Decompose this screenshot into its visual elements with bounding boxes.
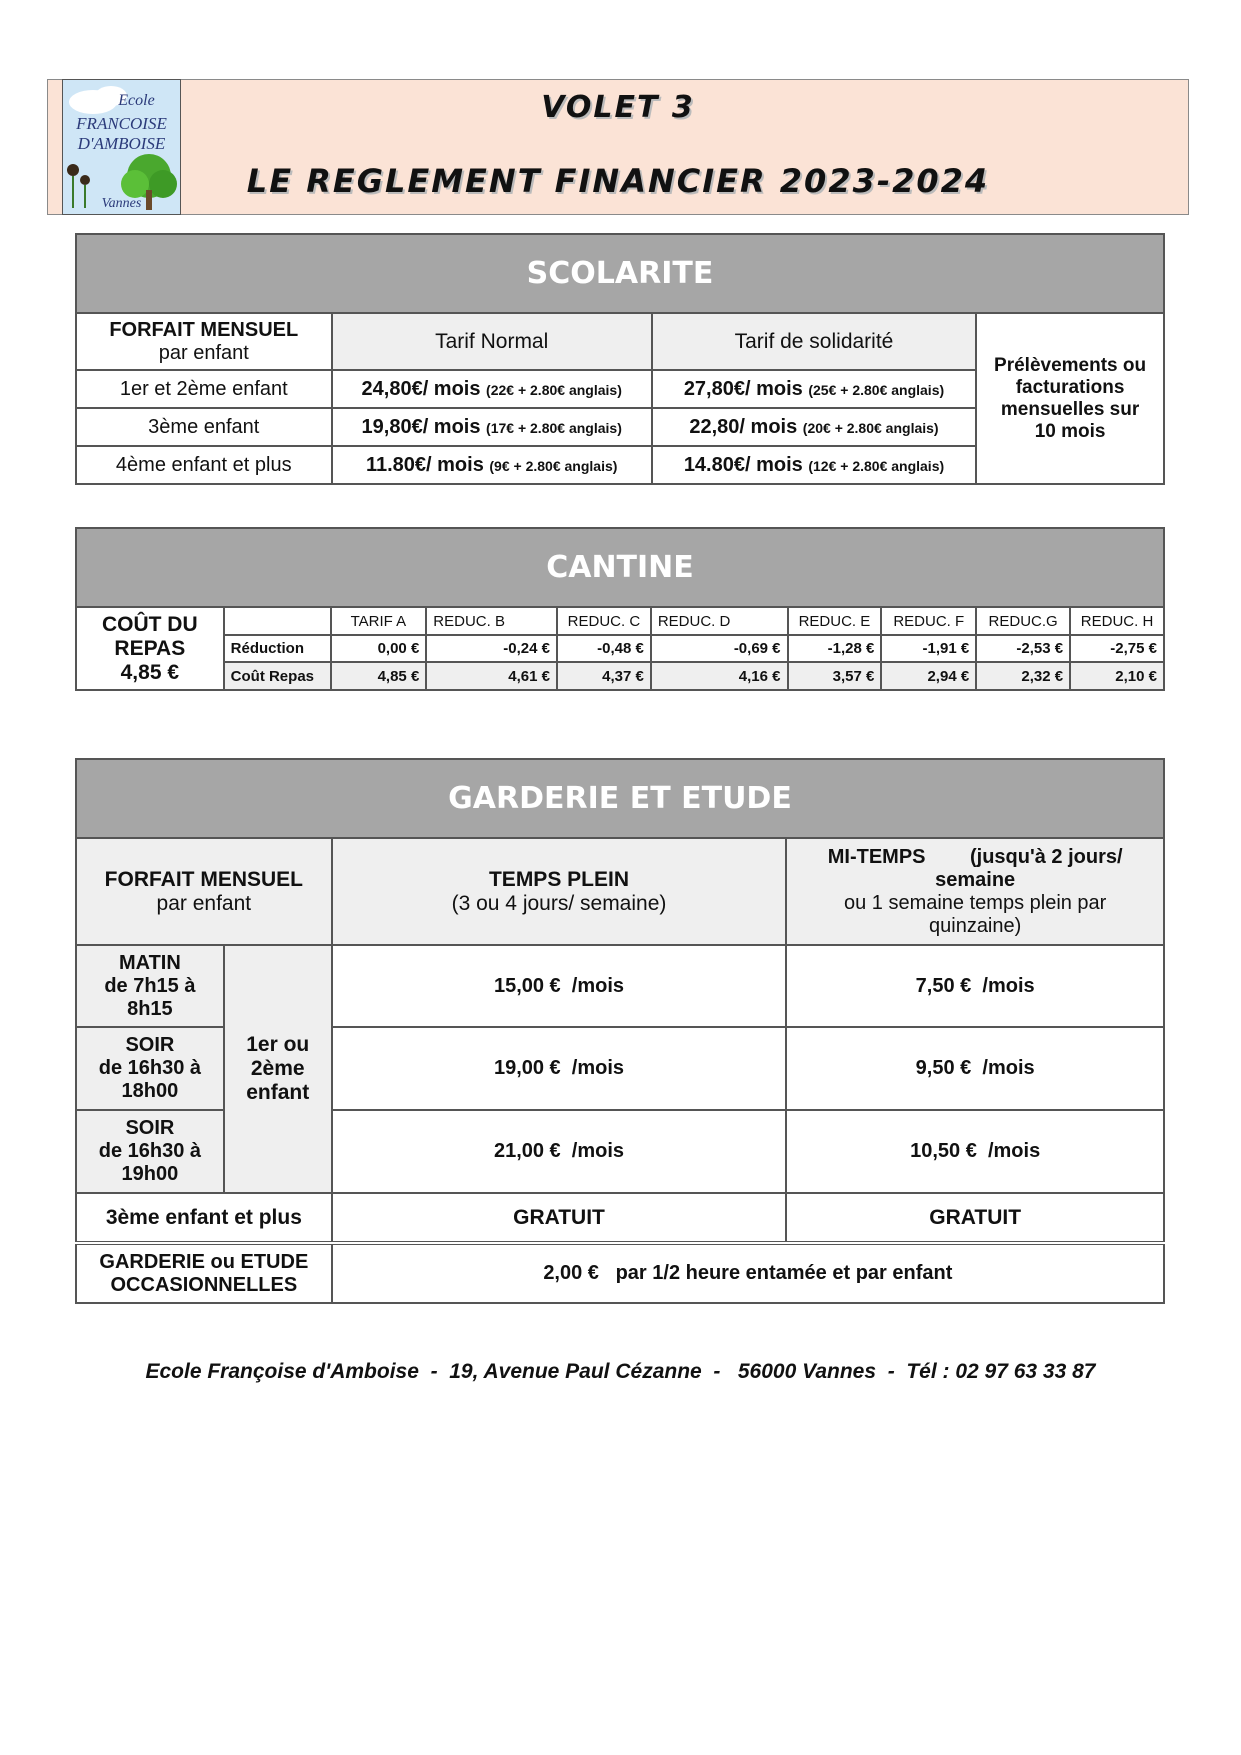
cantine-cout-value: 2,10 € [1070,662,1164,690]
title-banner [47,79,1189,215]
cantine-cout-value: 4,61 € [426,662,557,690]
garderie-col-mi: MI-TEMPS (jusqu'à 2 jours/ semaine ou 1 semaine temps plein par quinzaine) [786,838,1164,945]
scolarite-col-label: FORFAIT MENSUEL par enfant [76,313,332,370]
title-line1: VOLET 3 [541,90,695,125]
scolarite-col-normal: Tarif Normal [332,313,652,370]
cantine-header: REDUC. E [788,607,882,635]
garderie-mi-price: 10,50 € /mois [786,1110,1164,1193]
garderie-plein-price: 19,00 € /mois [332,1027,787,1110]
garderie-third-mi: GRATUIT [786,1193,1164,1243]
logo-text-ecole: Ecole [118,92,155,109]
title-line2: LE REGLEMENT FINANCIER 2023-2024 [246,162,990,200]
cantine-reduction-label: Réduction [224,635,331,662]
cantine-reduction-value: -1,28 € [788,635,882,662]
scolarite-col-solidarite: Tarif de solidarité [652,313,976,370]
cantine-cout-value: 2,94 € [881,662,976,690]
garderie-plein-price: 21,00 € /mois [332,1110,787,1193]
scolarite-normal-price: 11.80€/ mois (9€ + 2.80€ anglais) [332,446,652,484]
cantine-header: REDUC. C [557,607,651,635]
scolarite-solidarite-price: 14.80€/ mois (12€ + 2.80€ anglais) [652,446,976,484]
garderie-slot-label: MATIN de 7h15 à 8h15 [76,945,224,1027]
cantine-cost-label: COÛT DU REPAS 4,85 € [76,607,224,690]
garderie-col-plein: TEMPS PLEIN (3 ou 4 jours/ semaine) [332,838,787,945]
scolarite-row-label: 1er et 2ème enfant [76,370,332,408]
garderie-table [75,758,1165,1304]
cantine-reduction-value: 0,00 € [331,635,427,662]
garderie-occ-label: GARDERIE ou ETUDE OCCASIONNELLES [76,1243,332,1303]
cantine-header: REDUC. F [881,607,976,635]
cantine-title: CANTINE [76,528,1164,607]
scolarite-side-note: Prélèvements ou facturations mensuelles sur 10 mois [976,313,1164,484]
garderie-third-label: 3ème enfant et plus [76,1193,332,1243]
cantine-reduction-value: -0,48 € [557,635,651,662]
cantine-table [75,527,1165,691]
scolarite-title: SCOLARITE [76,234,1164,313]
cantine-header: TARIF A [331,607,427,635]
scolarite-solidarite-price: 27,80€/ mois (25€ + 2.80€ anglais) [652,370,976,408]
cantine-header: REDUC. D [651,607,788,635]
logo-text-vannes: Vannes [101,196,142,211]
garderie-plein-price: 15,00 € /mois [332,945,787,1027]
cantine-cout-value: 3,57 € [788,662,882,690]
footer-address: Ecole Françoise d'Amboise - 19, Avenue Paul Cézanne - 56000 Vannes - Tél : 02 97 63 33 87 [145,1360,1096,1383]
school-logo [62,79,181,215]
cantine-reduction-value: -1,91 € [881,635,976,662]
scolarite-table [75,233,1165,485]
garderie-title: GARDERIE ET ETUDE [76,759,1164,838]
scolarite-row-label: 3ème enfant [76,408,332,446]
garderie-mi-price: 9,50 € /mois [786,1027,1164,1110]
cantine-header: REDUC. B [426,607,557,635]
scolarite-solidarite-price: 22,80/ mois (20€ + 2.80€ anglais) [652,408,976,446]
cantine-reduction-value: -2,53 € [976,635,1070,662]
cantine-cout-value: 4,16 € [651,662,788,690]
scolarite-normal-price: 19,80€/ mois (17€ + 2.80€ anglais) [332,408,652,446]
garderie-slot-label: SOIR de 16h30 à 18h00 [76,1027,224,1110]
garderie-col-label: FORFAIT MENSUEL par enfant [76,838,332,945]
garderie-slot-label: SOIR de 16h30 à 19h00 [76,1110,224,1193]
logo-text-amboise: D'AMBOISE [77,134,166,153]
cantine-reduction-value: -2,75 € [1070,635,1164,662]
cantine-corner [224,607,331,635]
scolarite-normal-price: 24,80€/ mois (22€ + 2.80€ anglais) [332,370,652,408]
cantine-cout-value: 2,32 € [976,662,1070,690]
cantine-header: REDUC. H [1070,607,1164,635]
logo-text-francoise: FRANCOISE [76,114,167,133]
cantine-header: REDUC.G [976,607,1070,635]
cantine-reduction-value: -0,24 € [426,635,557,662]
garderie-occ-value: 2,00 € par 1/2 heure entamée et par enfant [332,1243,1164,1303]
garderie-group-label: 1er ou 2ème enfant [224,945,332,1193]
cantine-reduction-value: -0,69 € [651,635,788,662]
garderie-mi-price: 7,50 € /mois [786,945,1164,1027]
garderie-third-plein: GRATUIT [332,1193,787,1243]
cantine-cout-value: 4,37 € [557,662,651,690]
cantine-cout-label: Coût Repas [224,662,331,690]
scolarite-row-label: 4ème enfant et plus [76,446,332,484]
cantine-cout-value: 4,85 € [331,662,427,690]
